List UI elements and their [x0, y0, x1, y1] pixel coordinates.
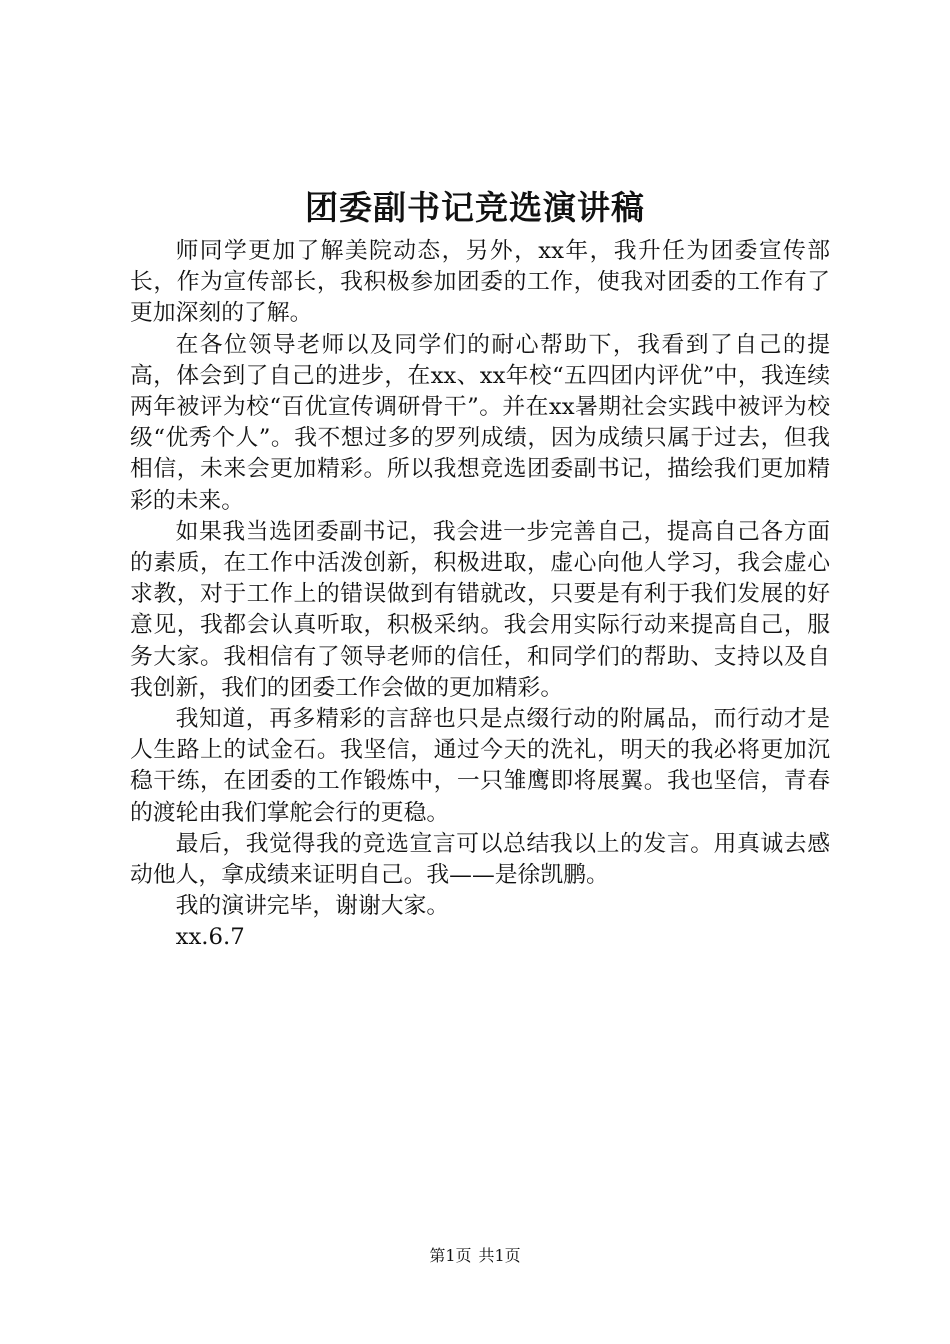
page-total: 共1页	[478, 1246, 521, 1265]
paragraph: 师同学更加了解美院动态，另外，xx年，我升任为团委宣传部长，作为宣传部长，我积极参加团委的工作，使我对团委的工作有了更加深刻的了解。	[130, 238, 830, 327]
paragraph: 我的演讲完毕，谢谢大家。	[175, 893, 450, 920]
date-line: xx.6.7	[175, 924, 245, 951]
page-number: 第1页	[429, 1246, 472, 1265]
paragraph: 最后，我觉得我的竞选宣言可以总结我以上的发言。用真诚去感动他人，拿成绩来证明自己。我——是徐凯鹏。	[130, 830, 830, 889]
page-footer	[0, 1245, 950, 1267]
paragraph: 在各位领导老师以及同学们的耐心帮助下，我看到了自己的提高，体会到了自己的进步，在xx、xx年校“五四团内评优”中，我连续两年被评为校“百优宣传调研骨干”。并在xx暑期社会实践中被评为校级“优秀个人”。我不想过多的罗列成绩，因为成绩只属于过去，但我相信，未来会更加精彩。所以我想竞选团委副书记，描绘我们更加精彩的未来。	[130, 331, 830, 514]
document-body	[130, 236, 830, 954]
paragraph: 如果我当选团委副书记，我会进一步完善自己，提高自己各方面的素质，在工作中活泼创新，积极进取，虚心向他人学习，我会虚心求教，对于工作上的错误做到有错就改，只要是有利于我们发展的好意见，我都会认真听取，积极采纳。我会用实际行动来提高自己，服务大家。我相信有了领导老师的信任，和同学们的帮助、支持以及自我创新，我们的团委工作会做的更加精彩。	[130, 518, 830, 701]
document-title: 团委副书记竞选演讲稿	[305, 188, 645, 227]
paragraph: 我知道，再多精彩的言辞也只是点缀行动的附属品，而行动才是人生路上的试金石。我坚信，通过今天的洗礼，明天的我必将更加沉稳干练，在团委的工作锻炼中，一只雏鹰即将展翼。我也坚信，青春的渡轮由我们掌舵会行的更稳。	[130, 706, 830, 826]
